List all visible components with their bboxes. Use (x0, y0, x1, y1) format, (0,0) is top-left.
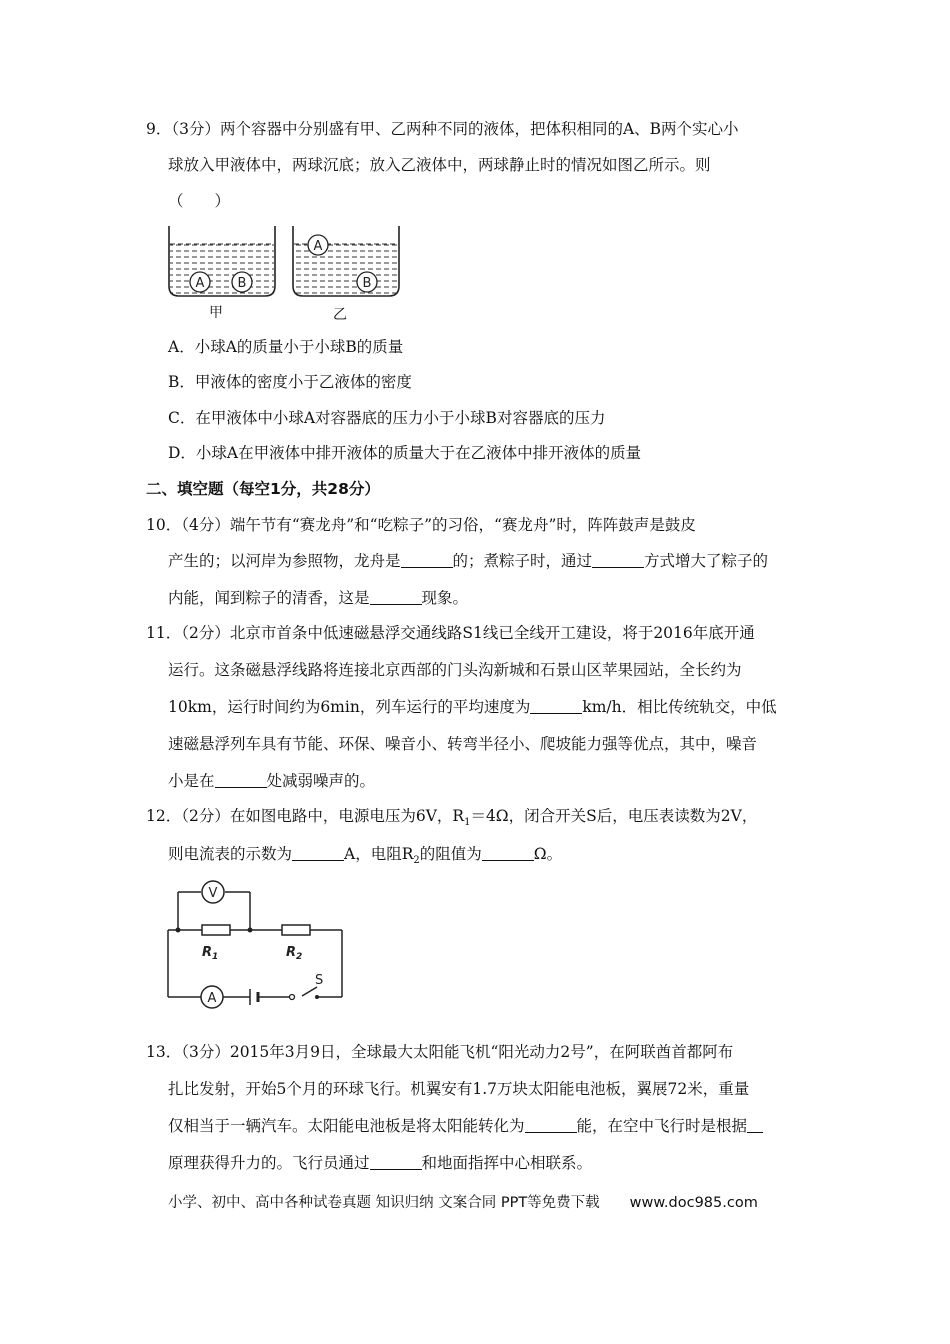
svg-text:R1 (202, 945, 218, 962)
q11-blank-2 (215, 772, 267, 788)
q11-text: 10km，运行时间约为6min，列车运行的平均速度为 (168, 698, 531, 716)
q10-text: 内能，闻到粽子的清香，这是 (168, 589, 370, 607)
q11-line1: 11．（2分）北京市首条中低速磁悬浮交通线路S1线已全线开工建设，将于2016年底开通 (146, 624, 755, 642)
container-yi (293, 226, 399, 296)
q11-text: km/h．相比传统轨交，中低 (582, 698, 777, 716)
q12-line1 (146, 806, 757, 833)
ball-a-jia-label: A (195, 276, 205, 291)
q13-line2: 扎比发射，开始5个月的环球飞行。机翼安有1.7万块太阳能电池板，翼展72米，重量 (168, 1080, 750, 1098)
q12-text: A，电阻R (344, 845, 414, 863)
q10-blank-3 (370, 589, 422, 605)
switch-contact (290, 995, 295, 1000)
q12-text: 的阻值为 (419, 845, 482, 863)
q10-text: 方式增大了粽子的 (644, 552, 769, 570)
q11-line2: 运行。这条磁悬浮线路将连接北京西部的门头沟新城和石景山区苹果园站，全长约为 (168, 661, 742, 679)
q13-blank-3 (370, 1154, 422, 1170)
q13-blank-2 (747, 1117, 763, 1133)
container-jia (169, 226, 275, 296)
q10-blank-1 (401, 552, 453, 568)
q10-text: 的；煮粽子时，通过 (452, 552, 593, 570)
ammeter-label: A (207, 991, 217, 1006)
q10-line2 (168, 551, 768, 571)
q11-line4: 速磁悬浮列车具有节能、环保、噪音小、转弯半径小、爬坡能力强等优点，其中，噪音 (168, 735, 758, 753)
q12-blank-1 (292, 845, 344, 861)
q13-blank-1 (525, 1117, 577, 1133)
q12-text: 12．（2分）在如图电路中，电源电压为6V，R (146, 807, 465, 825)
q12-text: Ω。 (533, 845, 563, 863)
q9-answer-paren: （ ） (168, 192, 231, 210)
r1-subscript: 1 (212, 952, 219, 962)
q10-blank-2 (592, 552, 644, 568)
q11-text: 处减弱噪声的。 (266, 772, 376, 790)
q12-subscript: 1 (464, 817, 471, 829)
page-footer (168, 1191, 758, 1212)
figure-label-yi: 乙 (333, 307, 347, 323)
q12-text: 则电流表的示数为 (168, 845, 293, 863)
q10-line3 (168, 588, 468, 608)
footer-text: 小学、初中、高中各种试卷真题 知识归纳 文案合同 PPT等免费下载 (168, 1195, 600, 1211)
q10-text: 现象。 (421, 589, 469, 607)
q9-option-d: D．小球A在甲液体中排开液体的质量大于在乙液体中排开液体的质量 (168, 444, 642, 462)
q9-option-a: A．小球A的质量小于小球B的质量 (168, 338, 404, 356)
voltmeter-label: V (208, 886, 218, 901)
switch-label: S (315, 973, 324, 988)
ball-b-yi-label: B (362, 276, 372, 291)
q13-text: 能，在空中飞行时是根据 (576, 1117, 748, 1135)
q11-line5 (168, 771, 375, 791)
q13-line4 (168, 1153, 592, 1173)
q12-line2 (168, 844, 562, 871)
q13-line3 (168, 1116, 763, 1136)
q9-container-figure (160, 218, 410, 326)
q12-circuit-diagram (162, 874, 352, 1009)
ball-b-jia-label: B (237, 276, 247, 291)
r1-label: R (202, 945, 213, 960)
q10-line1: 10．（4分）端午节有“赛龙舟”和“吃粽子”的习俗，“赛龙舟”时，阵阵鼓声是鼓皮 (146, 516, 696, 534)
q13-line1: 13．（3分）2015年3月9日，全球最大太阳能飞机“阳光动力2号”，在阿联酋首都阿布 (146, 1043, 734, 1061)
ball-a-yi-label: A (313, 239, 323, 254)
q12-subscript: 2 (413, 855, 420, 867)
section-heading: 二、填空题（每空1分，共28分） (146, 480, 380, 498)
battery (250, 989, 258, 1005)
q11-text: 小是在 (168, 772, 215, 790)
footer-url[interactable]: www.doc985.com (629, 1195, 758, 1211)
q10-text: 产生的；以河岸为参照物，龙舟是 (168, 552, 401, 570)
svg-text:R2 (286, 945, 302, 962)
q9-stem-line2: 球放入甲液体中，两球沉底；放入乙液体中，两球静止时的情况如图乙所示。则 (168, 156, 711, 174)
q9-option-b: B．甲液体的密度小于乙液体的密度 (168, 373, 412, 391)
q11-line3 (168, 697, 777, 717)
q11-blank-1 (530, 698, 582, 714)
q13-text: 仅相当于一辆汽车。太阳能电池板是将太阳能转化为 (168, 1117, 525, 1135)
q9-stem-line1: 9．（3分）两个容器中分别盛有甲、乙两种不同的液体，把体积相同的A、B两个实心小 (146, 120, 739, 138)
q12-text: ＝4Ω，闭合开关S后，电压表读数为2V， (470, 807, 758, 825)
r2-subscript: 2 (296, 952, 303, 962)
r2-label: R (286, 945, 297, 960)
q13-text: 和地面指挥中心相联系。 (421, 1154, 593, 1172)
q12-blank-2 (482, 845, 534, 861)
figure-label-jia: 甲 (209, 305, 223, 321)
q13-text: 原理获得升力的。飞行员通过 (168, 1154, 370, 1172)
q9-option-c: C．在甲液体中小球A对容器底的压力小于小球B对容器底的压力 (168, 409, 606, 427)
